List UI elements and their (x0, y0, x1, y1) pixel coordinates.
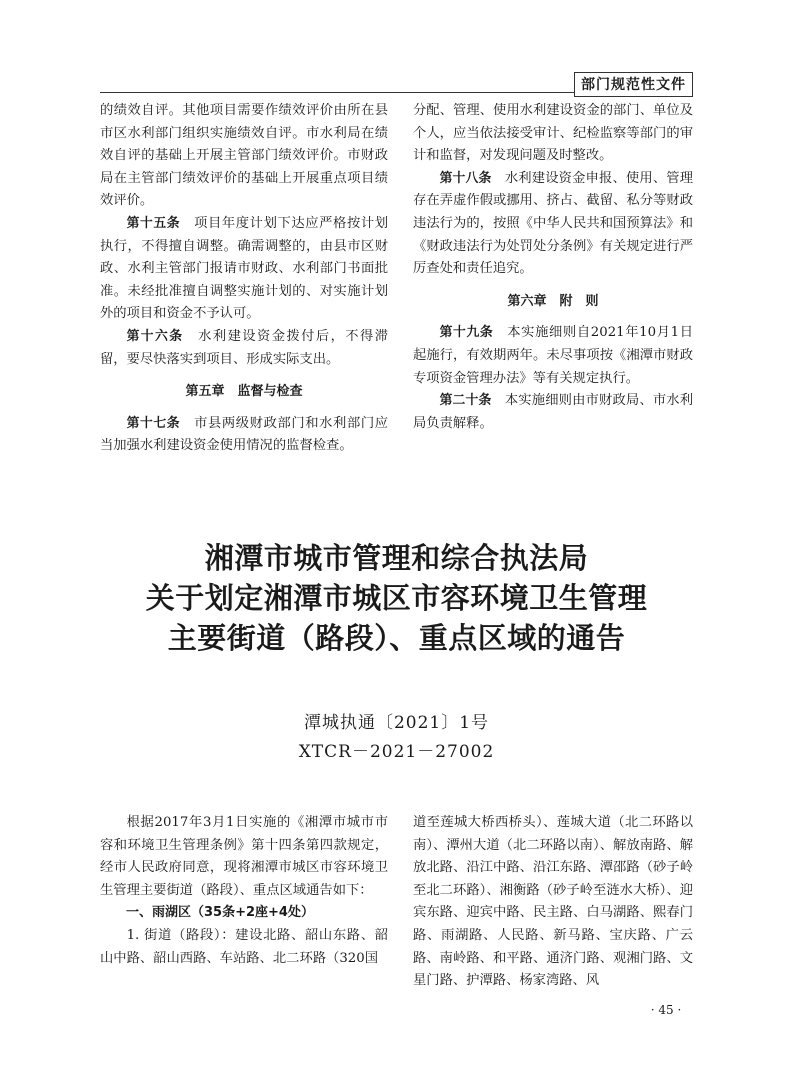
chapter-heading: 第六章 附 则 (507, 293, 599, 309)
article-paragraph (413, 390, 693, 435)
article-paragraph (100, 413, 388, 458)
title-line-1: 湘潭市城市管理和综合执法局 (204, 541, 589, 575)
article-text: 市县两级财政部门和水利部门应当加强水利建设资金使用情况的监督检查。 (100, 415, 389, 454)
body-paragraph: 分配、管理、使用水利建设资金的部门、单位及个人，应当依法接受审计、纪检监察等部门的审计和监督，对发现问题及时整改。 (413, 103, 693, 164)
bottom-right-column (413, 812, 693, 993)
article-label: 第二十条 (439, 393, 492, 409)
bottom-left-column (100, 812, 388, 970)
section-tag: 部门规范性文件 (574, 72, 693, 97)
article-label: 第十五条 (126, 215, 181, 231)
article-label: 第十八条 (439, 170, 492, 186)
document-code: XTCR－2021－27002 (298, 742, 495, 762)
body-paragraph: 道至莲城大桥西桥头）、莲城大道（北二环路以南）、潭州大道（北二环路以南）、解放南路、解放北路、沿江中路、沿江东路、潭邵路（砂子岭至北二环路）、湘衡路（砂子岭至涟水大桥）、迎宾东路、迎宾中路、民主路、白马湖路、熙春门路、雨湖路、人民路、新马路、宝庆路、广云路、南岭路、和平路、通济门路、观湘门路、文星门路、护潭路、杨家湾路、风 (413, 815, 693, 989)
article-text: 水利建设资金申报、使用、管理存在弄虚作假或挪用、挤占、截留、私分等财政违法行为的，按照《中华人民共和国预算法》和《财政违法行为处罚处分条例》有关规定进行严厉查处和责任追究。 (413, 170, 694, 277)
article-text: 本实施细则自2021年10月1日起施行，有效期两年。未尽事项按《湘潭市财政专项资金管理办法》等有关规定执行。 (413, 325, 694, 386)
article-paragraph (100, 213, 388, 326)
document-number: 潭城执通〔2021〕1号 (303, 713, 490, 733)
article-text: 本实施细则由市财政局、市水利局负责解释。 (413, 393, 694, 431)
article-text: 项目年度计划下达应严格按计划执行，不得擅自调整。确需调整的，由县市区财政、水利主管部门报请市财政、水利部门书面批准。未经批准擅自调整实施计划的、对实施计划外的项目和资金不予认可。 (100, 215, 389, 322)
section-heading: 一、雨湖区（35条+2座+4处） (126, 905, 314, 921)
body-paragraph: 1. 街道（路段）：建设北路、韶山东路、韶山中路、韶山西路、车站路、北二环路（320国 (100, 927, 388, 966)
article-paragraph (100, 326, 388, 371)
body-paragraph: 根据2017年3月1日实施的《湘潭市城市市容和环境卫生管理条例》第十四条第四款规定，经市人民政府同意，现将湘潭市城区市容环境卫生管理主要街道（路段）、重点区域通告如下： (100, 815, 388, 898)
body-paragraph: 的绩效自评。其他项目需要作绩效评价由所在县市区水利部门组织实施绩效自评。市水利局在绩效自评的基础上开展主管部门绩效评价。市财政局在主管部门绩效评价的基础上开展重点项目绩效评价。 (100, 103, 388, 209)
article-paragraph (413, 322, 693, 390)
article-label: 第十九条 (439, 325, 494, 341)
article-label: 第十七条 (126, 415, 181, 431)
notice-title (80, 538, 713, 658)
title-line-3: 主要街道（路段）、重点区域的通告 (167, 621, 626, 655)
article-label: 第十六条 (126, 328, 184, 344)
chapter-heading: 第五章 监督与检查 (185, 384, 303, 400)
top-left-column (100, 100, 388, 458)
article-text: 水利建设资金拨付后，不得滞留，要尽快落实到项目、形成实际支出。 (100, 328, 389, 367)
top-right-column (413, 100, 693, 435)
title-line-2: 关于划定湘潭市城区市容环境卫生管理 (145, 581, 648, 615)
article-paragraph (413, 168, 693, 281)
page-number: · 45 · (650, 1003, 682, 1017)
